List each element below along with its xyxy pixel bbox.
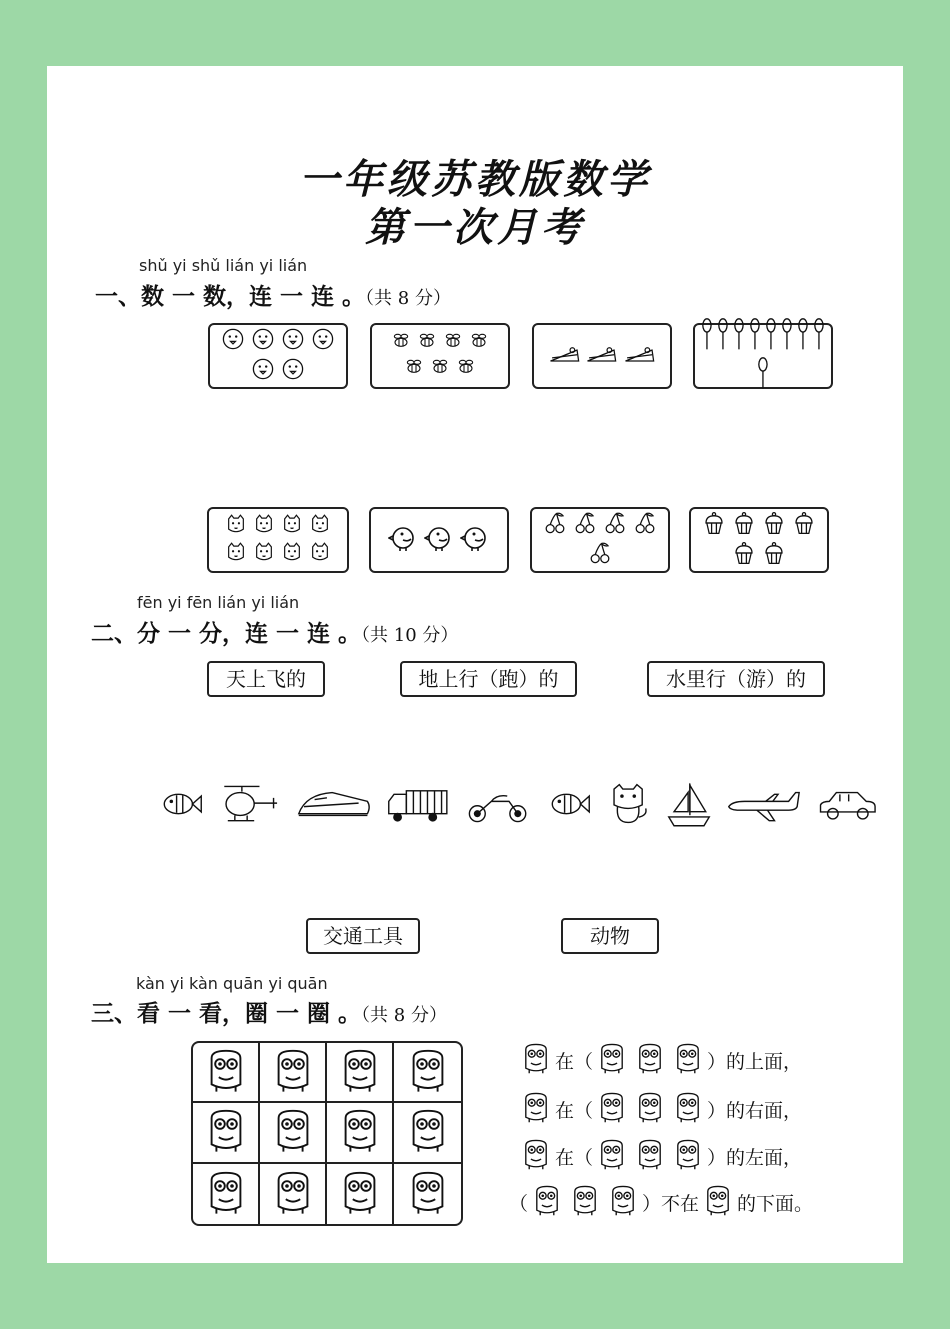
animal-face-icon (309, 513, 331, 539)
statement-1-suffix: ）的上面， (707, 1051, 803, 1073)
count-box-cherries[interactable] (530, 507, 670, 573)
cat-icon[interactable] (607, 782, 651, 830)
monster-icon (336, 1046, 384, 1098)
grid-cell[interactable] (327, 1164, 394, 1224)
statement-1 (517, 1041, 802, 1080)
category-sky[interactable]: 天上飞的 (207, 661, 325, 697)
monster-icon (269, 1046, 317, 1098)
spoon-icon (798, 318, 808, 355)
chick-face-icon (251, 327, 275, 355)
spoon-icon (782, 318, 792, 355)
cupcake-icon (792, 511, 816, 539)
grid-cell[interactable] (260, 1043, 327, 1103)
monster-icon (404, 1046, 452, 1098)
spoon-icon (750, 318, 760, 355)
car-icon[interactable] (817, 782, 879, 830)
statement-2 (517, 1090, 802, 1129)
chick-icon (388, 523, 418, 557)
spoon-icon (702, 318, 712, 355)
statement-4-suffix: 的下面。 (737, 1193, 814, 1215)
monster-icon[interactable] (604, 1183, 642, 1222)
monster-icon[interactable] (593, 1090, 631, 1129)
animal-face-icon (253, 513, 275, 539)
category-animals[interactable]: 动物 (561, 918, 659, 954)
monster-icon[interactable] (669, 1090, 707, 1129)
monster-icon[interactable] (528, 1183, 566, 1222)
q1-heading-text: 一、数 一 数，连 一 连 。 (95, 283, 366, 310)
monster-icon (404, 1106, 452, 1158)
statement-2-prefix: 在（ (555, 1100, 594, 1122)
spoon-icon (718, 318, 728, 355)
sailboat-icon[interactable] (667, 780, 711, 832)
animal-face-icon (225, 541, 247, 567)
statement-3-prefix: 在（ (555, 1147, 594, 1169)
grid-cell[interactable] (327, 1043, 394, 1103)
monster-icon (269, 1168, 317, 1220)
bee-icon (391, 331, 411, 355)
chick-icon (460, 523, 490, 557)
grid-cell[interactable] (327, 1103, 394, 1163)
count-box-animals[interactable] (207, 507, 349, 573)
motorcycle-icon[interactable] (465, 782, 531, 830)
q1-pinyin: shǔ yi shǔ lián yi lián (139, 256, 308, 275)
monster-icon (517, 1041, 555, 1080)
animal-face-icon (281, 513, 303, 539)
fish-icon[interactable] (547, 782, 591, 830)
cherry-icon (543, 511, 567, 539)
bullet-train-icon[interactable] (297, 782, 372, 830)
q3-pinyin: kàn yi kàn quān yi quān (136, 974, 328, 993)
cupcake-icon (762, 541, 786, 569)
category-vehicles[interactable]: 交通工具 (306, 918, 420, 954)
q2-points: （共 10 分） (361, 625, 459, 646)
q2-heading-text: 二、分 一 分，连 一 连 。 (91, 620, 362, 647)
count-box-cakes[interactable] (532, 323, 672, 389)
grid-cell[interactable] (394, 1043, 461, 1103)
monster-icon (336, 1168, 384, 1220)
monster-icon (699, 1183, 737, 1222)
grid-cell[interactable] (260, 1103, 327, 1163)
spoon-icon (758, 357, 768, 394)
bee-icon (430, 357, 450, 381)
count-box-birds[interactable] (369, 507, 509, 573)
q2-pinyin: fēn yi fēn lián yi lián (137, 593, 300, 612)
grid-cell[interactable] (193, 1043, 260, 1103)
chick-face-icon (281, 357, 305, 385)
chick-face-icon (221, 327, 245, 355)
cake-slice-icon (586, 342, 617, 370)
spoon-icon (814, 318, 824, 355)
count-box-cupcakes[interactable] (689, 507, 829, 573)
monster-icon[interactable] (631, 1090, 669, 1129)
monster-icon[interactable] (593, 1137, 631, 1176)
grid-cell[interactable] (394, 1103, 461, 1163)
monster-icon (202, 1168, 250, 1220)
q1-heading (95, 278, 451, 311)
q3-heading-text: 三、看 一 看，圈 一 圈 。 (91, 1000, 362, 1027)
fish-icon[interactable] (159, 782, 203, 830)
monster-icon (517, 1137, 555, 1176)
helicopter-icon[interactable] (219, 782, 281, 830)
statement-1-prefix: 在（ (555, 1051, 594, 1073)
statement-4-middle: ）不在 (642, 1193, 700, 1215)
monster-icon[interactable] (669, 1137, 707, 1176)
grid-cell[interactable] (394, 1164, 461, 1224)
category-land[interactable]: 地上行（跑）的 (400, 661, 577, 697)
monster-icon (517, 1090, 555, 1129)
monster-icon (404, 1168, 452, 1220)
cherry-icon (633, 511, 657, 539)
bee-icon (456, 357, 476, 381)
animal-face-icon (281, 541, 303, 567)
cake-slice-icon (624, 342, 655, 370)
statement-3 (517, 1137, 802, 1176)
monster-icon (202, 1046, 250, 1098)
monster-grid (191, 1041, 463, 1226)
page-title: 一年级苏教版数学 (299, 156, 651, 203)
cupcake-icon (732, 541, 756, 569)
chick-face-icon (251, 357, 275, 385)
q3-points: （共 8 分） (361, 1005, 447, 1026)
monster-icon[interactable] (631, 1041, 669, 1080)
bee-icon (404, 357, 424, 381)
statement-2-suffix: ）的右面， (707, 1100, 803, 1122)
worksheet-paper (47, 66, 903, 1263)
grid-cell[interactable] (193, 1103, 260, 1163)
page-subtitle: 第一次月考 (365, 204, 585, 251)
bee-icon (417, 331, 437, 355)
statement-3-suffix: ）的左面， (707, 1147, 803, 1169)
bee-icon (469, 331, 489, 355)
cupcake-icon (762, 511, 786, 539)
spoon-icon (734, 318, 744, 355)
animal-face-icon (309, 541, 331, 567)
vehicle-animal-row (159, 776, 879, 836)
monster-icon[interactable] (669, 1041, 707, 1080)
count-box-spoons[interactable] (693, 323, 833, 389)
monster-icon (269, 1106, 317, 1158)
monster-icon[interactable] (631, 1137, 669, 1176)
q2-heading (91, 615, 458, 648)
cherry-icon (603, 511, 627, 539)
q1-points: （共 8 分） (365, 288, 451, 309)
category-water[interactable]: 水里行（游）的 (647, 661, 825, 697)
grid-cell[interactable] (193, 1164, 260, 1224)
monster-icon (202, 1106, 250, 1158)
q3-heading (91, 995, 447, 1028)
bee-icon (443, 331, 463, 355)
animal-face-icon (225, 513, 247, 539)
monster-icon[interactable] (566, 1183, 604, 1222)
spoon-icon (766, 318, 776, 355)
monster-icon[interactable] (593, 1041, 631, 1080)
statement-4 (509, 1183, 813, 1222)
count-box-bees[interactable] (370, 323, 510, 389)
cupcake-icon (702, 511, 726, 539)
grid-cell[interactable] (260, 1164, 327, 1224)
cherry-icon (573, 511, 597, 539)
animal-face-icon (253, 541, 275, 567)
count-box-chicks[interactable] (208, 323, 348, 389)
truck-icon[interactable] (387, 782, 449, 830)
chick-face-icon (311, 327, 335, 355)
cupcake-icon (732, 511, 756, 539)
chick-face-icon (281, 327, 305, 355)
statement-4-prefix: （ (509, 1193, 529, 1215)
airplane-icon[interactable] (727, 782, 802, 830)
monster-icon (336, 1106, 384, 1158)
chick-icon (424, 523, 454, 557)
cake-slice-icon (549, 342, 580, 370)
cherry-icon (588, 541, 612, 569)
